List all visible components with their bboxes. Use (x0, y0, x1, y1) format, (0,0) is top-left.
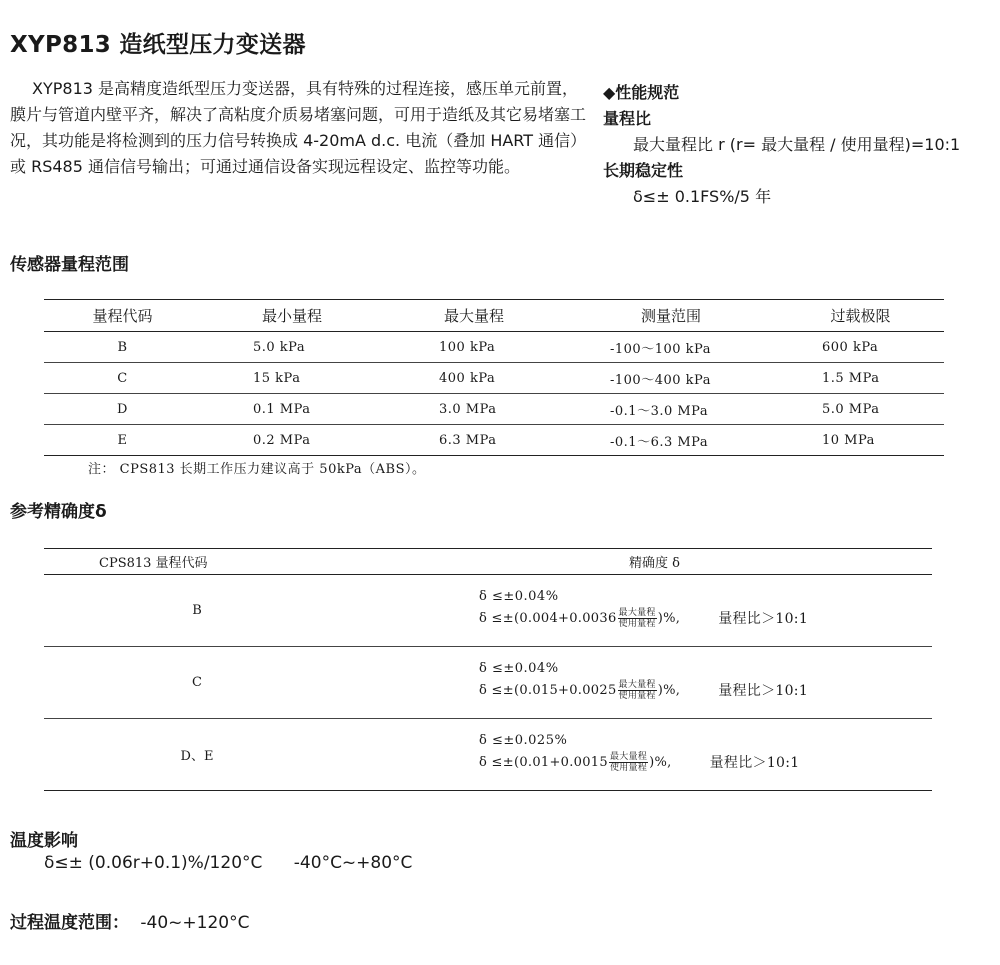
ratio-condition: 量程比＞10:1 (718, 683, 809, 699)
col-header: CPS813 量程代码 (44, 549, 349, 575)
table-row (44, 425, 944, 456)
ratio-condition: 量程比＞10:1 (718, 611, 809, 627)
temp-range: -40°C~+80°C (293, 853, 413, 873)
formula-suffix: )%, (657, 610, 681, 626)
table-cell: -100～100 kPa (565, 332, 777, 363)
temp-section-heading: 温度影响 (10, 831, 78, 851)
accuracy-formula (479, 752, 931, 773)
col-header: 精确度 δ (349, 549, 932, 575)
accuracy-cell (349, 575, 932, 647)
table-row (44, 719, 932, 791)
fraction-numerator: 最大量程 (618, 607, 656, 618)
page-title: XYP813 造纸型压力变送器 (10, 32, 306, 58)
table-cell: 0.1 MPa (201, 394, 383, 425)
range-ratio-label: 量程比 (603, 109, 652, 128)
formula-prefix: δ ≤±(0.015+0.0025 (479, 682, 617, 698)
spec-heading: ◆性能规范 (603, 83, 680, 102)
table-cell: C (44, 363, 201, 394)
accuracy-cell (349, 719, 932, 791)
stability-value: δ≤± 0.1FS%/5 年 (633, 187, 772, 206)
accuracy-table (44, 548, 932, 791)
table-cell: -0.1～3.0 MPa (565, 394, 777, 425)
accuracy-section-heading: 参考精确度δ (10, 502, 107, 522)
table-cell: 0.2 MPa (253, 432, 311, 448)
intro-text: XYP813 是高精度造纸型压力变送器，具有特殊的过程连接，感压单元前置，膜片与管道内壁平齐，解决了高粘度介质易堵塞问题，可用于造纸及其它易堵塞工况，其功能是将检测到的压力信号转换成 4-20mA d.c. 电流（叠加 HART 通信）或 RS485 通信信号输出；可通过通信设备实现远程设定、监控等功能。 (10, 79, 587, 176)
fraction-denominator: 使用量程 (618, 618, 656, 629)
table-row (44, 332, 944, 363)
accuracy-line: δ ≤±0.04% (479, 660, 559, 676)
accuracy-formula (479, 608, 931, 629)
range-note: 注： CPS813 长期工作压力建议高于 50kPa（ABS）。 (88, 462, 426, 477)
table-row (44, 394, 944, 425)
ratio-condition: 量程比＞10:1 (709, 755, 800, 771)
formula-prefix: δ ≤±(0.004+0.0036 (479, 610, 617, 626)
col-header: 量程代码 (44, 300, 201, 332)
accuracy-formula (479, 680, 931, 701)
table-cell: -0.1～6.3 MPa (610, 434, 709, 450)
fraction (618, 608, 657, 629)
col-header: 最小量程 (201, 300, 383, 332)
code-cell: B (44, 575, 349, 647)
table-cell: 600 kPa (777, 332, 944, 363)
fraction-denominator: 使用量程 (618, 690, 656, 701)
code-cell: D、E (180, 749, 214, 764)
temp-effect (44, 853, 412, 873)
table-row (44, 575, 932, 647)
table-cell: B (44, 332, 201, 363)
process-temp (10, 908, 249, 933)
fraction-numerator: 最大量程 (609, 751, 648, 762)
table-cell: 5.0 kPa (201, 332, 383, 363)
stability-label: 长期稳定性 (603, 161, 684, 180)
process-temp-label: 过程温度范围： (10, 913, 129, 933)
range-ratio-value: 最大量程比 r (r= 最大量程 / 使用量程)=10:1 (633, 135, 961, 154)
formula-prefix: δ ≤±(0.01+0.0015 (479, 754, 608, 770)
accuracy-table-header (44, 549, 932, 575)
col-header: 过载极限 (777, 300, 944, 332)
range-section-heading: 传感器量程范围 (10, 255, 129, 275)
formula-suffix: )%, (649, 754, 672, 770)
fraction (618, 680, 657, 701)
table-cell: 5.0 MPa (777, 394, 944, 425)
col-header: 测量范围 (565, 300, 777, 332)
range-table (44, 299, 944, 456)
table-row (44, 647, 932, 719)
col-header: 最大量程 (383, 300, 565, 332)
range-table-header (44, 300, 944, 332)
accuracy-line: δ ≤±0.025% (479, 732, 568, 748)
table-cell: 3.0 MPa (383, 394, 565, 425)
table-cell: 6.3 MPa (439, 432, 497, 448)
fraction-numerator: 最大量程 (618, 679, 656, 690)
process-temp-value: -40~+120°C (140, 913, 250, 933)
fraction (609, 752, 648, 773)
table-cell: 10 MPa (822, 432, 875, 448)
table-cell: -100～400 kPa (565, 363, 777, 394)
temp-formula: δ≤± (0.06r+0.1)%/120°C (44, 853, 263, 873)
table-cell: 1.5 MPa (777, 363, 944, 394)
table-cell: D (44, 394, 201, 425)
performance-spec (603, 80, 960, 210)
table-cell: E (117, 432, 128, 448)
table-cell: 15 kPa (201, 363, 383, 394)
accuracy-line: δ ≤±0.04% (479, 588, 559, 604)
formula-suffix: )%, (657, 682, 681, 698)
table-row (44, 363, 944, 394)
code-cell: C (44, 647, 349, 719)
fraction-denominator: 使用量程 (609, 762, 648, 773)
table-cell: 400 kPa (383, 363, 565, 394)
table-cell: 100 kPa (383, 332, 565, 363)
accuracy-cell (349, 647, 932, 719)
intro-paragraph (10, 76, 590, 180)
